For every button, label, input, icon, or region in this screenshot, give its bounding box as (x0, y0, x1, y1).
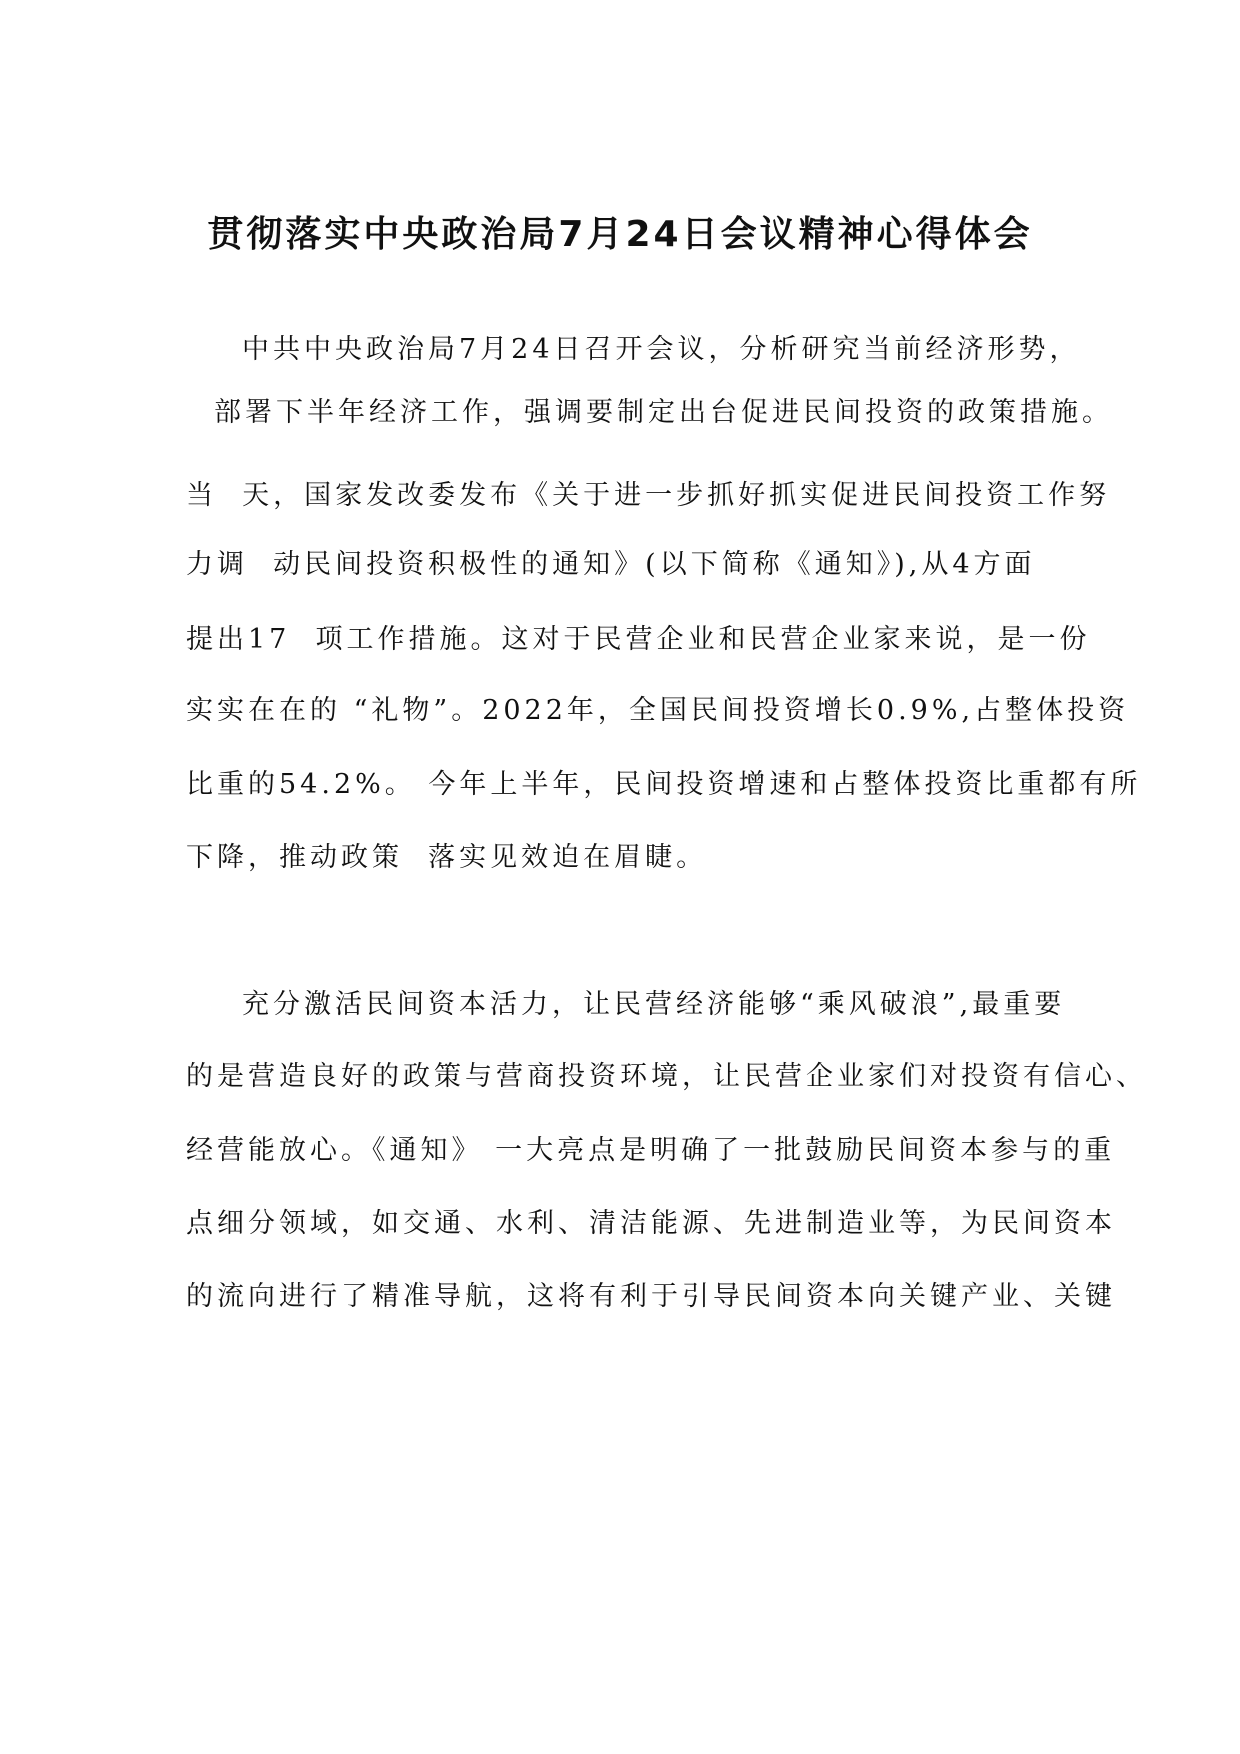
paragraph-line: 部署下半年经济工作，强调要制定出台促进民间投资的政策措施。 (214, 397, 1113, 428)
paragraph-line: 经营能放心。《通知》 一大亮点是明确了一批鼓励民间资本参与的重 (186, 1135, 1116, 1166)
paragraph-line: 实实在在的 “礼物”。2022年，全国民间投资增长0.9%,占整体投资 (186, 695, 1130, 726)
paragraph-line: 提出17 项工作措施。这对于民营企业和民营企业家来说，是一份 (186, 624, 1091, 655)
paragraph-line: 力调 动民间投资积极性的通知》(以下简称《通知》),从4方面 (186, 549, 1036, 580)
document-title: 贯彻落实中央政治局7月24日会议精神心得体会 (207, 214, 1033, 255)
paragraph-line: 下降，推动政策 落实见效迫在眉睫。 (186, 842, 708, 873)
paragraph-line: 充分激活民间资本活力，让民营经济能够“乘风破浪”,最重要 (242, 989, 1066, 1020)
paragraph-line: 的是营造良好的政策与营商投资环境，让民营企业家们对投资有信心、 (186, 1061, 1147, 1092)
paragraph-line: 的流向进行了精准导航，这将有利于引导民间资本向关键产业、关键 (186, 1281, 1116, 1312)
paragraph-line: 当 天，国家发改委发布《关于进一步抓好抓实促进民间投资工作努 (186, 480, 1111, 511)
paragraph-line: 比重的54.2%。 今年上半年，民间投资增速和占整体投资比重都有所 (186, 769, 1142, 800)
paragraph-line: 中共中央政治局7月24日召开会议，分析研究当前经济形势， (242, 334, 1081, 365)
paragraph-line: 点细分领域，如交通、水利、清洁能源、先进制造业等，为民间资本 (186, 1208, 1116, 1239)
